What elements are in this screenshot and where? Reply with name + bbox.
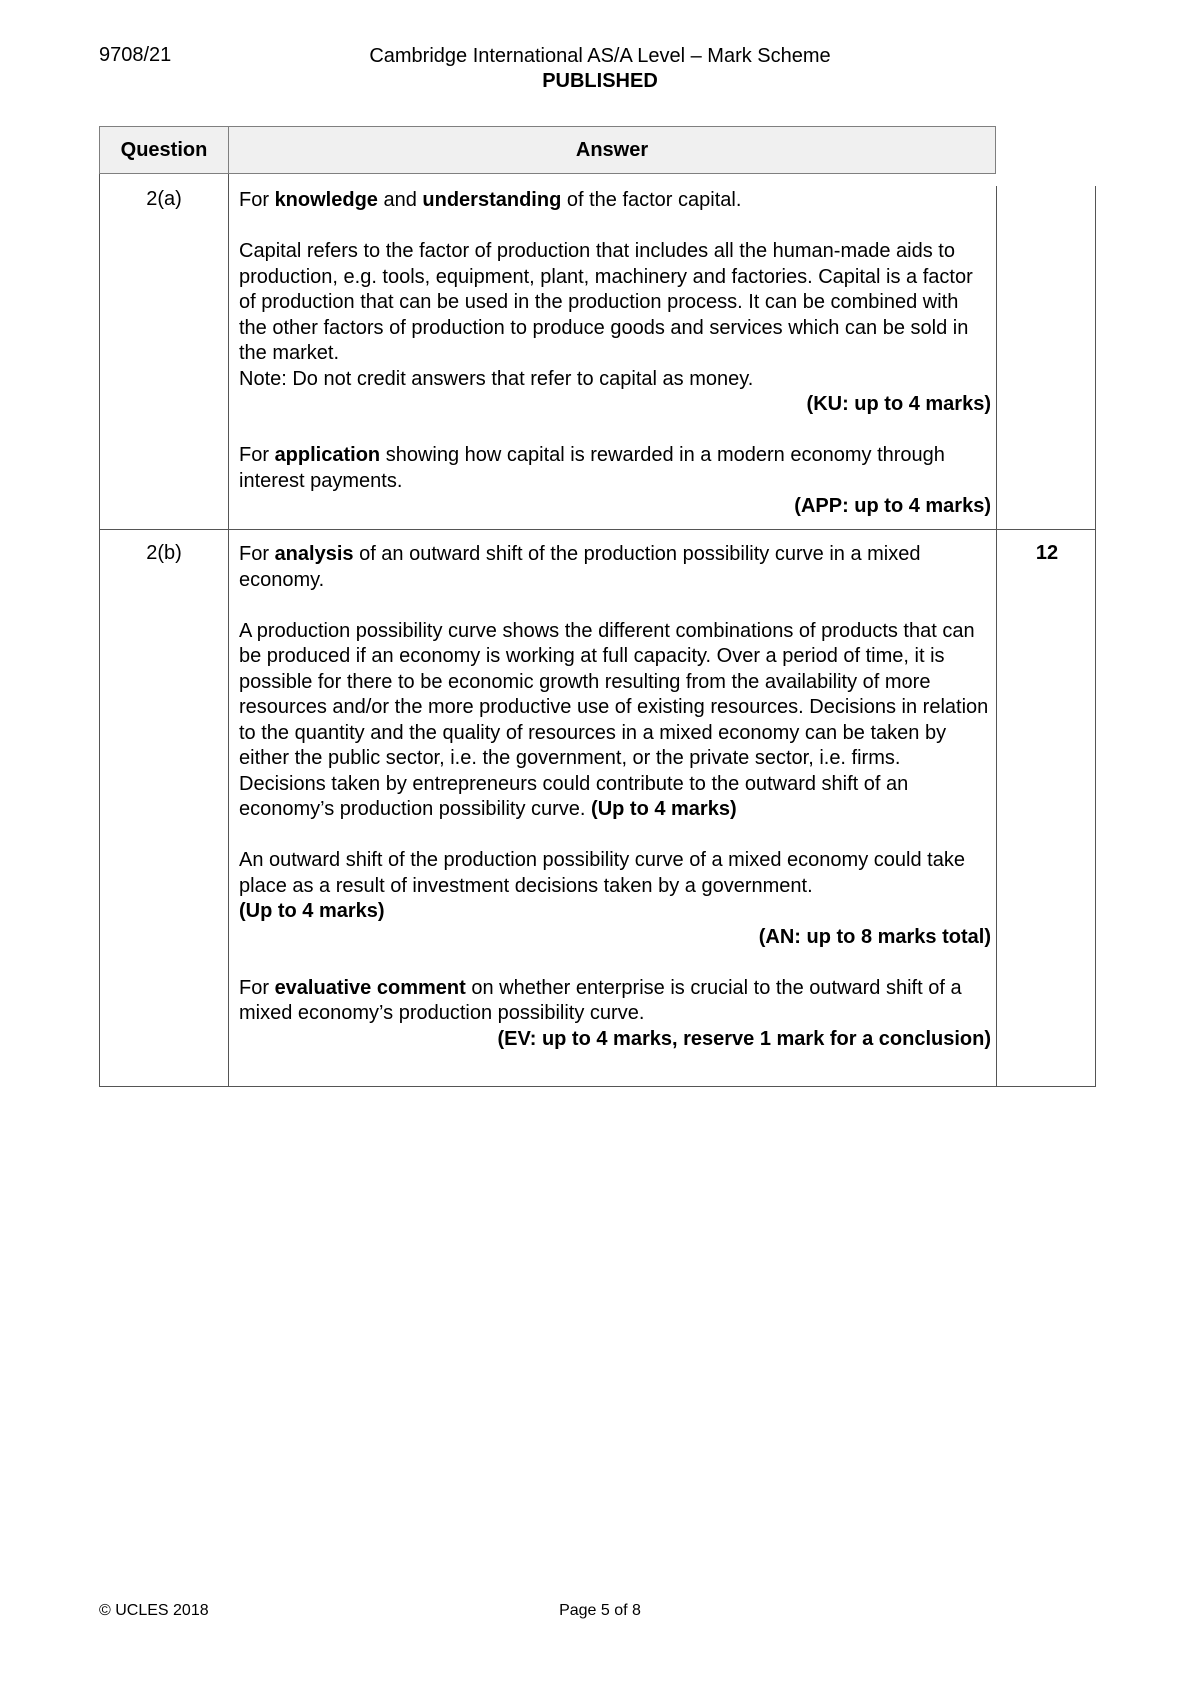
- question-number: 2(a): [146, 188, 182, 210]
- answer-paragraph: A production possibility curve shows the different combinations of products that can be produced if an economy is working at full capacity. Over a period of time, it is possible for there to be economic growth resulting from the availability of more resources and/or the more productive use of existing resources. Decisions in relation to the quantity and the quality of resources in a mixed economy can be taken by either the public sector, i.e. the government, or the private sector, i.e. firms. Decisions taken by entrepreneurs could contribute to the outward shift of an economy’s production possibility curve. (Up to 4 marks): [239, 619, 989, 820]
- criteria-application: For application showing how capital is rewarded in a modern economy through interest payments. (APP: up to 4 marks): [239, 443, 991, 520]
- document-code: 9708/21: [99, 44, 172, 66]
- marks-allocation: (AN: up to 8 marks total): [758, 925, 991, 948]
- copyright-notice: © UCLES 2018: [99, 1602, 209, 1619]
- table-border-right: [1095, 186, 1096, 1087]
- marks-allocation: (Up to 4 marks): [591, 798, 737, 820]
- answer-paragraph: An outward shift of the production possibility curve of a mixed economy could take place as a result of investment decisions taken by a government. (Up to 4 marks) (AN: up to 8 marks total): [239, 848, 991, 950]
- document-title: Cambridge International AS/A Level – Mark Scheme: [369, 45, 831, 67]
- marks-allocation: (APP: up to 4 marks): [794, 495, 991, 517]
- criteria-evaluation: For evaluative comment on whether enterprise is crucial to the outward shift of a mixed economy’s production possibility curve. (EV: up to 4 marks, reserve 1 mark for a conclusion): [239, 976, 991, 1053]
- answer-paragraph: Capital refers to the factor of production that includes all the human-made aids to production, e.g. tools, equipment, plant, machinery and factories. Capital is a factor of production that can be used in the production process. It can be combined with the other factors of production to produce goods and services which can be sold in the market. Note: Do not credit answers that refer to capital as money. (KU: up to 4 marks): [239, 239, 991, 418]
- table-header: [99, 126, 996, 174]
- table-divider-question: [228, 174, 229, 1087]
- answer-note: Note: Do not credit answers that refer to capital as money.: [239, 367, 754, 390]
- table-border-bottom: [99, 1086, 1096, 1087]
- marks-allocation: (EV: up to 4 marks, reserve 1 mark for a conclusion): [497, 1027, 991, 1050]
- marks-value: 12: [1035, 542, 1059, 564]
- document-header: [300, 44, 900, 94]
- page-number: Page 5 of 8: [559, 1602, 641, 1619]
- marks-allocation: (KU: up to 4 marks): [806, 393, 991, 415]
- table-row-divider: [99, 529, 1096, 530]
- document-status: PUBLISHED: [542, 70, 658, 92]
- question-number: 2(b): [146, 542, 182, 564]
- column-header-question: Question: [100, 127, 229, 173]
- marks-allocation: (Up to 4 marks): [239, 900, 385, 922]
- table-border-left: [99, 174, 100, 1087]
- table-divider-answer: [996, 186, 997, 1087]
- criteria-intro: For knowledge and understanding of the factor capital.: [239, 189, 742, 211]
- criteria-intro: For analysis of an outward shift of the production possibility curve in a mixed economy.: [239, 543, 921, 591]
- column-header-answer: Answer: [575, 139, 649, 161]
- answer-cell: [239, 542, 991, 1052]
- answer-cell: [239, 188, 991, 520]
